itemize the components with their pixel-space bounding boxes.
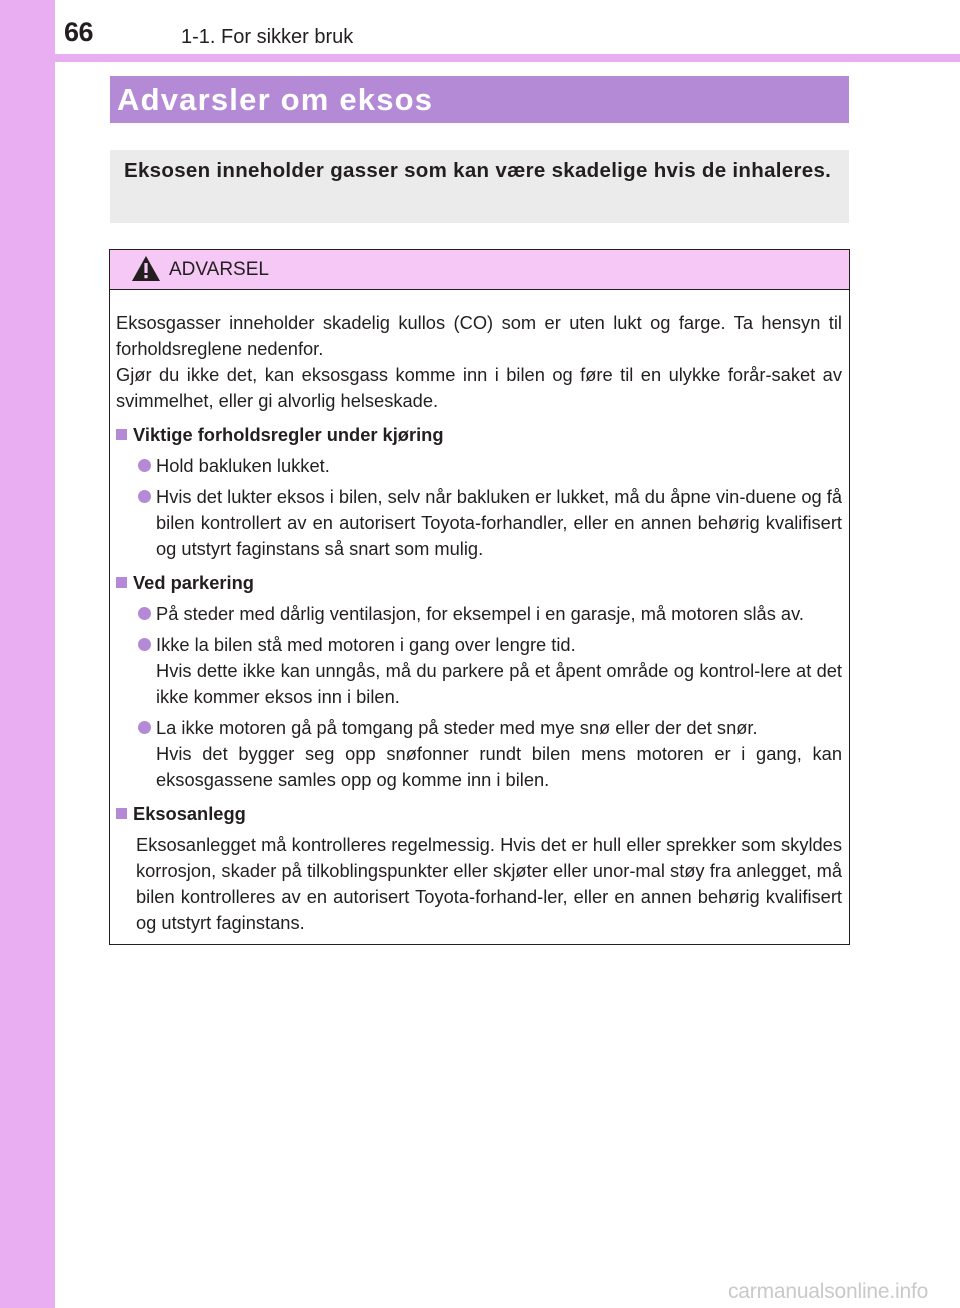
circle-bullet-icon [138, 607, 151, 620]
section-title: Advarsler om eksos [117, 82, 434, 117]
list-item-continued: Hvis dette ikke kan unngås, må du parkere på et åpent område og kontrol-lere at det ikke kommer eksos inn i bilen. [156, 660, 842, 707]
square-bullet-icon [116, 429, 127, 440]
list-item [116, 632, 842, 710]
intro-text: Eksosen inneholder gasser som kan være skadelige hvis de inhaleres. [124, 159, 832, 182]
section-heading-exhaust-system [116, 801, 842, 827]
list-item [116, 601, 842, 627]
list-item-text: På steder med dårlig ventilasjon, for eksempel i en garasje, må motoren slås av. [156, 603, 804, 624]
square-bullet-icon [116, 577, 127, 588]
list-item-continued: Hvis det bygger seg opp snøfonner rundt bilen mens motoren er i gang, kan eksosgassene samles opp og komme inn i bilen. [156, 743, 842, 790]
section-heading-parking [116, 570, 842, 596]
intro-box [110, 150, 849, 223]
header-rule [55, 54, 960, 62]
circle-bullet-icon [138, 490, 151, 503]
warning-intro-1: Eksosgasser inneholder skadelig kullos (CO) som er uten lukt og farge. Ta hensyn til forholdsreglene nedenfor. [116, 312, 842, 359]
section-title-bar [110, 76, 849, 123]
watermark: carmanualsonline.info [728, 1280, 929, 1303]
warning-header [110, 250, 849, 290]
page-number: 66 [64, 17, 94, 47]
circle-bullet-icon [138, 721, 151, 734]
circle-bullet-icon [138, 459, 151, 472]
circle-bullet-icon [138, 638, 151, 651]
warning-label: ADVARSEL [169, 259, 269, 280]
heading-text: Viktige forholdsregler under kjøring [133, 424, 444, 445]
list-item-text: Hold bakluken lukket. [156, 455, 330, 476]
side-color-strip [0, 0, 55, 1308]
exhaust-system-text: Eksosanlegget må kontrolleres regelmessig. Hvis det er hull eller sprekker som skyldes korrosjon, skader på tilkoblingspunkter eller skjøter eller unor-mal støy fra anlegget, må bilen kontrolleres av en autorisert Toyota-forhand-ler, eller en annen behørig kvalifisert og utstyrt faginstans. [136, 834, 842, 933]
section-heading-driving [116, 422, 842, 448]
warning-body [116, 310, 842, 936]
chapter-title: 1-1. For sikker bruk [181, 26, 354, 48]
square-bullet-icon [116, 808, 127, 819]
warning-triangle-icon [131, 255, 161, 282]
list-item [116, 453, 842, 479]
list-item-text: La ikke motoren gå på tomgang på steder med mye snø eller der det snør. [156, 717, 758, 738]
heading-text: Eksosanlegg [133, 803, 246, 824]
list-item-text: Hvis det lukter eksos i bilen, selv når bakluken er lukket, må du åpne vin-duene og få bilen kontrollert av en autorisert Toyota-forhandler, eller en annen behørig kvalifisert og utstyrt faginstans så snart som mulig. [156, 486, 842, 559]
warning-box [109, 249, 850, 945]
list-item [116, 715, 842, 793]
warning-intro-2: Gjør du ikke det, kan eksosgass komme inn i bilen og føre til en ulykke forår-saket av svimmelhet, eller gi alvorlig helseskade. [116, 364, 842, 411]
heading-text: Ved parkering [133, 572, 254, 593]
list-item-text: Ikke la bilen stå med motoren i gang over lengre tid. [156, 634, 576, 655]
list-item [116, 484, 842, 562]
